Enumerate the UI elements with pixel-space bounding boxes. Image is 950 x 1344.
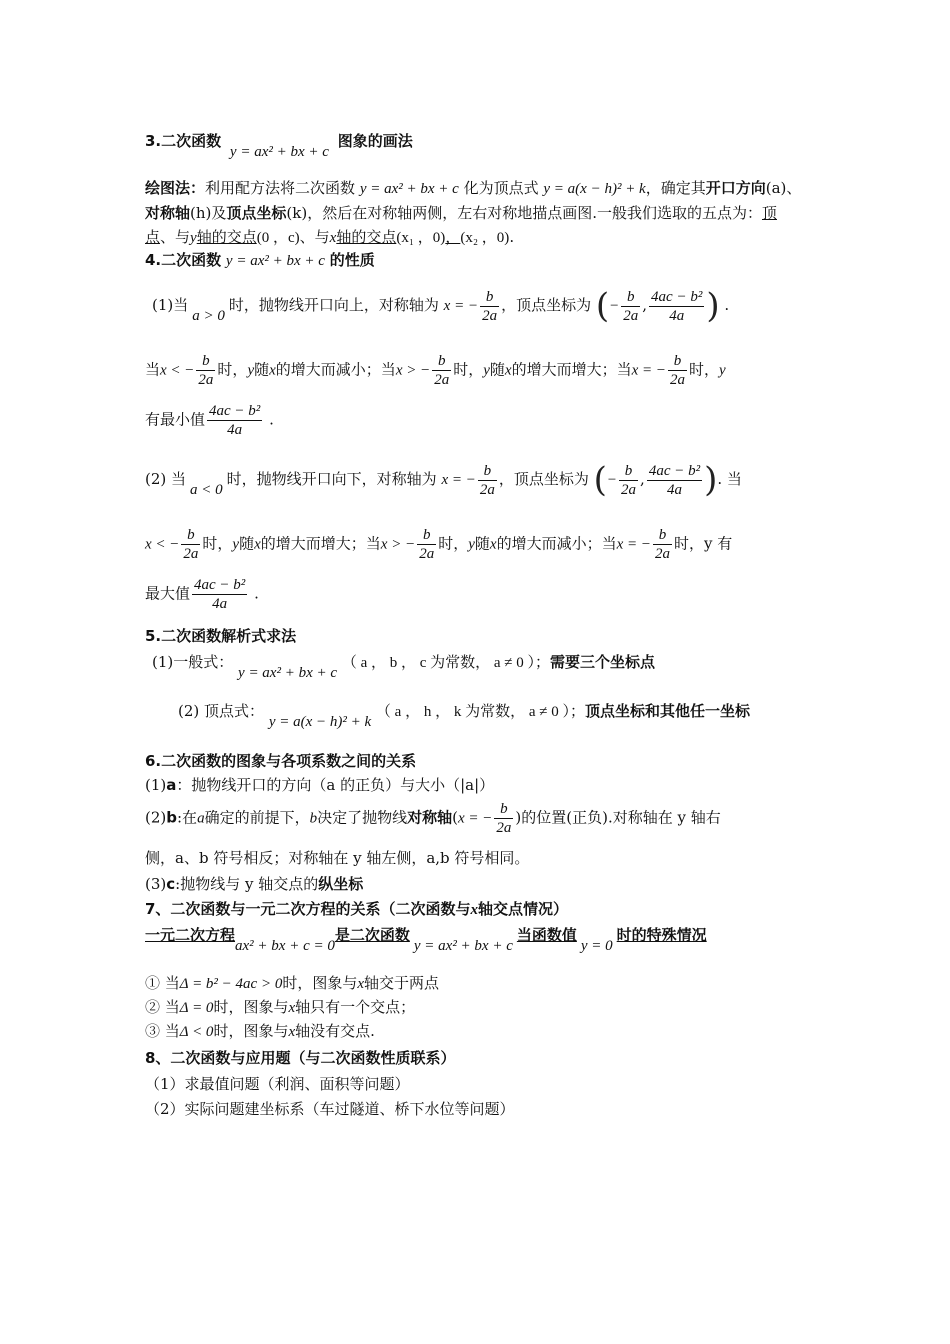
s4-p2-axis-frac — [478, 462, 497, 499]
var-x: x — [504, 362, 512, 379]
frac-num: b — [432, 352, 451, 371]
drawing-end: . — [509, 228, 515, 246]
s6-l4-a: (3) — [145, 875, 167, 893]
paren-left: ( — [593, 460, 607, 500]
s3-formula: y = ax² + bx + c — [229, 144, 329, 160]
s6-l2-b: :在 — [177, 808, 198, 827]
s8-item2: （2）实际问题建坐标系（车过隧道、桥下水位等问题） — [145, 1100, 515, 1118]
s6-l2-e: 的位置(正负).对称轴在 y 轴右 — [521, 808, 721, 827]
frac-max — [192, 576, 247, 613]
s6-l4-c: 纵坐标 — [318, 875, 364, 893]
s4-l2-b: 时， — [217, 360, 248, 379]
var-x: x — [254, 536, 261, 553]
s7-eq-c: 当函数值 — [516, 926, 577, 944]
s7-c1-f: Δ = b² − 4ac > 0 — [179, 976, 283, 992]
frac-num: b — [653, 526, 672, 545]
var-x: x — [269, 362, 276, 379]
s4-p2-vertex-x — [619, 462, 638, 499]
s5-v-formula: y = a(x − h)² + k — [268, 714, 372, 730]
s7-c3-f: Δ < 0 — [179, 1024, 214, 1040]
drawing-text3: ，确定其 — [645, 179, 706, 197]
s4-title: 4.二次函数 — [145, 251, 222, 269]
s4-formula: y = ax² + bx + c — [225, 253, 325, 269]
frac-den: 4a — [666, 481, 682, 498]
s4-p2-xeq2: x = − — [616, 536, 651, 553]
frac-num: b — [621, 288, 640, 307]
s5-v-label: (2) 顶点式： — [178, 702, 265, 720]
s5-g-formula: y = ax² + bx + c — [238, 665, 338, 681]
s7-case1 — [145, 972, 439, 993]
s4-p2-xeq: x = − — [441, 472, 476, 488]
frac-num: b — [417, 526, 436, 545]
s4-p1-xeq: x = − — [443, 298, 479, 314]
s4-p2-line2 — [145, 526, 732, 563]
s4-p2-c: ，顶点坐标为 — [498, 470, 589, 488]
section-3-title — [145, 130, 413, 160]
s4-l2-e: 的增大而增大；当 — [511, 360, 632, 379]
s4-p2-d2: 的增大而增大；当 — [260, 534, 381, 553]
var-x: x — [357, 976, 365, 992]
s6-l2-c: 确定的前提下， — [204, 808, 310, 827]
s4-p1-axis-frac — [480, 288, 499, 325]
drawing-sep2: 、与 — [299, 228, 330, 246]
s4-p1-c: ，顶点坐标为 — [501, 296, 592, 314]
s4-l2-c: 随 — [254, 360, 270, 379]
s7-c1-b: 时，图象与 — [282, 974, 358, 992]
frac-den: 2a — [655, 546, 670, 562]
s4-p2-c1: 随 — [239, 534, 255, 553]
frac-num: 4ac − b² — [648, 462, 701, 479]
frac-num: b — [619, 462, 638, 481]
s4-p1-line3: 有最小值 $\frac{\text{4ac − b²}}{4a}$ . — [145, 403, 274, 438]
s4-l2-b3: 时， — [689, 360, 720, 379]
s5-general — [152, 651, 656, 681]
frac-num: b — [478, 462, 497, 481]
s7-case2 — [145, 996, 415, 1017]
drawing-pt1: 顶点 — [145, 204, 777, 246]
s4-p2-b: 时，抛物线开口向下，对称轴为 — [226, 470, 437, 488]
s4-l2-a: 当 — [145, 360, 161, 379]
s4-p2-c2: 随 — [474, 534, 490, 553]
s4-p2-d: . 当 — [717, 470, 742, 488]
drawing-sep1: 、与 — [160, 228, 191, 246]
neg: − — [609, 298, 620, 314]
frac-b-2a — [494, 800, 513, 837]
frac-num: 4ac − b² — [651, 288, 703, 305]
s4-p1-line2 — [145, 352, 726, 389]
frac-den: 2a — [482, 307, 498, 324]
s7-eq-formula: ax² + bx + c = 0 — [235, 938, 335, 954]
s7-eq-formula3: y = 0 — [580, 938, 613, 954]
drawing-a-note: (a)、 — [765, 179, 802, 197]
s4-l2-xgt: x > − — [395, 362, 431, 379]
frac-den: 2a — [183, 546, 199, 562]
frac-den: 2a — [496, 820, 512, 836]
s4-p1-a: (1)当 — [152, 296, 189, 314]
s6-l2: (2)b:在a确定的前提下，b决定了抛物线对称轴(x = − $\frac{b}{2a}$ )的位置(正负).对称轴在 y 轴右 — [145, 801, 721, 836]
drawing-pt-x2: (x₂ ，0) — [460, 230, 510, 246]
s6-l2-a: (2) — [145, 808, 167, 827]
s7-title-b: 轴交点情况） — [477, 900, 568, 918]
frac-b-2a — [653, 526, 672, 563]
s4-p2-xgt: x > − — [380, 536, 416, 553]
neg: − — [606, 472, 618, 488]
var-y: y — [468, 536, 475, 553]
s6-l4-b: :抛物线与 y 轴交点的 — [175, 875, 319, 893]
s4-p2-max: 最大值 — [145, 584, 191, 603]
s4-p2-e: 的增大而减小；当 — [496, 534, 617, 553]
s4-title-b: 的性质 — [329, 251, 375, 269]
frac-den: 4a — [669, 307, 685, 324]
drawing-text2: 化为顶点式 — [463, 179, 539, 197]
var-y: y — [483, 362, 490, 379]
s7-title-a: 7、二次函数与一元二次方程的关系（二次函数与 — [145, 900, 471, 918]
frac-num: 4ac − b² — [209, 403, 261, 419]
drawing-comma: ， — [445, 228, 461, 246]
s4-l2-b2: 时， — [453, 360, 484, 379]
s7-c3-c: 轴没有交点. — [295, 1022, 375, 1040]
s7-eq-formula2: y = ax² + bx + c — [413, 938, 513, 954]
drawing-x-axis-int: 轴的交点 — [336, 228, 397, 246]
frac-den: 2a — [434, 372, 450, 388]
frac-num: b — [668, 352, 687, 371]
frac-num: b — [480, 288, 499, 307]
s6-l2-d: 决定了抛物线 — [317, 808, 408, 827]
frac-den: 2a — [623, 307, 639, 324]
frac-den: 2a — [621, 481, 637, 498]
frac-num: 4ac − b² — [194, 577, 246, 593]
frac-b-2a — [668, 352, 687, 389]
s3-title-a: 3.二次函数 — [145, 132, 222, 150]
s7-c2-c: 轴只有一个交点； — [295, 998, 416, 1016]
s6-l3: 侧，a、b 符号相反；对称轴在 y 轴左侧，a,b 符号相同。 — [145, 849, 530, 867]
drawing-label: 绘图法： — [145, 179, 206, 197]
s7-case3 — [145, 1020, 375, 1041]
s6-title: 6.二次函数的图象与各项系数之间的关系 — [145, 752, 417, 770]
s4-l2-d: 的增大而减小；当 — [275, 360, 396, 379]
s4-p2-b2: 时， — [438, 534, 469, 553]
s7-c2-b: 时，图象与 — [213, 998, 289, 1016]
s7-c1-c: 轴交于两点 — [364, 974, 440, 992]
s7-title-x: x — [470, 902, 478, 918]
s5-v-need: 顶点坐标和其他任一坐标 — [584, 702, 750, 720]
s4-p1-b: 时，抛物线开口向上，对称轴为 — [228, 296, 439, 314]
drawing-y-axis-int: 轴的交点 — [196, 228, 257, 246]
s6-l4-bold: c — [166, 875, 176, 893]
drawing-vertex: 顶点坐标 — [226, 204, 287, 222]
s7-c3-b: 时，图象与 — [213, 1022, 289, 1040]
s4-l3-f: 有最小值 — [145, 410, 206, 429]
section-4-title — [145, 249, 375, 270]
frac-den: 4a — [212, 596, 228, 612]
frac-den: 2a — [198, 372, 214, 388]
s7-eq-d: 时的特殊情况 — [616, 926, 707, 944]
var-y: y — [232, 536, 240, 553]
s4-l2-c2: 随 — [489, 360, 505, 379]
s4-p1-cond: a > 0 — [192, 308, 225, 324]
s6-l1-a: (1) — [145, 776, 167, 794]
drawing-pt-x1: (x₁ ，0) — [396, 230, 446, 246]
s5-title: 5.二次函数解析式求法 — [145, 627, 297, 645]
var-x: x — [288, 1024, 296, 1040]
s5-g-label: (1)一般式： — [152, 653, 234, 671]
frac-den: 2a — [670, 372, 686, 388]
s8-item1: （1）求最值问题（利润、面积等问题） — [145, 1075, 410, 1093]
s4-p2-vertex-y — [647, 462, 702, 499]
frac-b-2a — [196, 352, 215, 389]
s4-p2-line1: (2) 当a < 0时，抛物线开口向下，对称轴为 x = − $\frac{b}{2a}$ ，顶点坐标为 (− $\frac{b}{2a}$ , $\frac{\text{4ac − b²}}{4a}$ ). 当 — [145, 460, 742, 500]
s6-l1-bold: a — [166, 776, 177, 794]
frac-den: 2a — [479, 481, 495, 498]
frac-min — [207, 402, 262, 439]
s5-vertex — [178, 700, 750, 730]
s4-p2-line3: 最大值 $\frac{\text{4ac − b²}}{4a}$ . — [145, 577, 259, 612]
drawing-formula2: y = a(x − h)² + k — [543, 181, 646, 197]
drawing-pt-y: (0 ，c) — [256, 230, 300, 246]
frac-b-2a — [417, 526, 436, 563]
var-x: x — [288, 1000, 296, 1016]
frac-num: b — [494, 800, 513, 819]
s7-c2-a: ② 当 — [145, 998, 180, 1016]
s7-title — [145, 898, 568, 919]
var-x: x — [489, 536, 497, 553]
s4-p1-vertex-x — [621, 288, 640, 325]
s4-p1-vertex-y — [649, 288, 704, 325]
paren-left: ( — [595, 286, 610, 326]
frac-b-2a — [432, 352, 451, 389]
s6-l2-axis: 对称轴 — [407, 808, 453, 827]
frac-num: b — [181, 526, 200, 545]
s7-eq-b: 是二次函数 — [334, 926, 410, 944]
s5-g-need: 需要三个坐标点 — [550, 653, 656, 671]
drawing-y: y — [190, 230, 197, 246]
drawing-open-dir: 开口方向 — [705, 179, 766, 197]
drawing-k-note: (k)，然后在对称轴两侧，左右对称地描点画图.一般我们选取的五点为： — [286, 204, 762, 222]
s7-c1-a: ① 当 — [145, 974, 180, 992]
s4-p2-a: (2) 当 — [145, 470, 187, 488]
s4-l2-xlt: x < − — [160, 362, 195, 379]
frac-den: 4a — [227, 422, 243, 438]
s5-g-params: （ a ， b ， c 为常数， a ≠ 0 ）； — [341, 655, 551, 671]
drawing-text1: 利用配方法将二次函数 — [205, 179, 356, 197]
s6-xeq: x = − — [457, 810, 493, 827]
paren-right: ) — [706, 286, 720, 326]
s7-eq-a: 一元二次方程 — [145, 926, 236, 944]
s4-p1-line1: (1)当a > 0时，抛物线开口向上，对称轴为 x = − $\frac{b}{2a}$ ，顶点坐标为 (− $\frac{b}{2a}$ , $\frac{\text{4ac − b²}}{4a}$ ) . — [152, 286, 730, 326]
paren-right: ) — [704, 460, 718, 500]
var-y: y — [247, 362, 255, 379]
s7-c3-a: ③ 当 — [145, 1022, 180, 1040]
s4-p2-b1: 时， — [202, 534, 233, 553]
var-y: y — [719, 362, 726, 379]
s4-l2-xeq: x = − — [631, 362, 667, 379]
s8-title: 8、二次函数与应用题（与二次函数性质联系） — [145, 1049, 456, 1067]
s6-l1-b: ：抛物线开口的方向（a 的正负）与大小（|a|） — [176, 776, 495, 794]
frac-b-2a — [181, 526, 200, 563]
frac-den: 2a — [419, 546, 435, 562]
s4-p2-f: 时，y 有 — [674, 534, 733, 553]
s7-equation — [145, 924, 707, 954]
s4-p2-cond: a < 0 — [190, 482, 223, 498]
s6-l1 — [145, 774, 494, 795]
s6-l2-bold: b — [166, 808, 177, 827]
drawing-h-note: (h)及 — [190, 204, 227, 222]
s3-title-b: 图象的画法 — [337, 132, 413, 150]
drawing-axis: 对称轴 — [145, 204, 191, 222]
frac-num: b — [196, 352, 215, 371]
drawing-method-paragraph — [145, 176, 805, 250]
s6-l4 — [145, 873, 363, 894]
s5-v-params: （ a ， h ， k 为常数， a ≠ 0 ）； — [375, 704, 585, 720]
drawing-formula1: y = ax² + bx + c — [359, 181, 459, 197]
s7-c2-f: Δ = 0 — [179, 1000, 214, 1016]
s4-p2-xlt: x < − — [145, 536, 180, 553]
drawing-x: x — [329, 230, 337, 246]
